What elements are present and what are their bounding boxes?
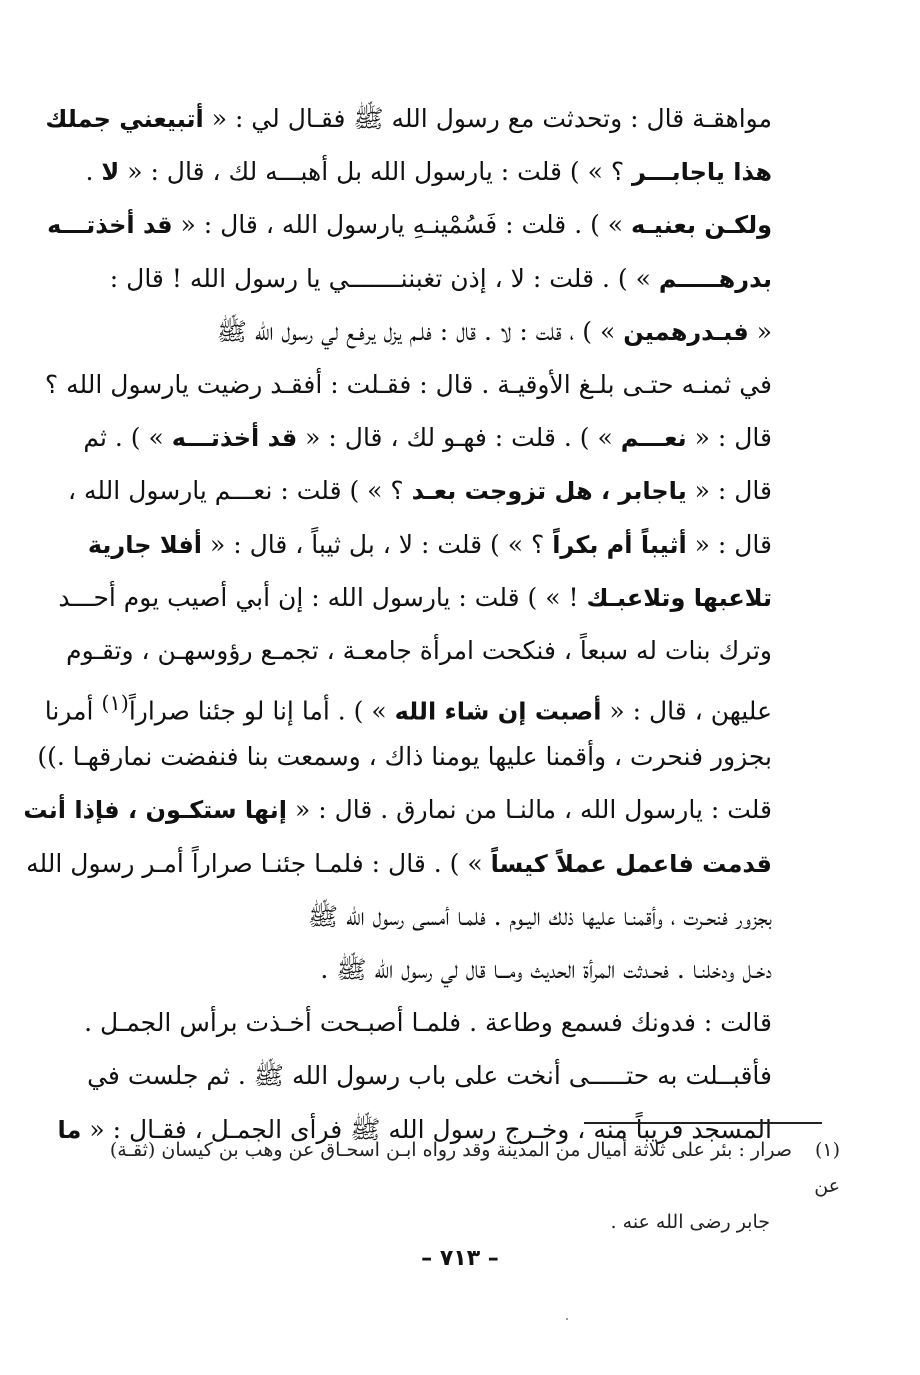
text-line: تلاعبها وتلاعبـك ! » ) قلت : يارسول الله : إن أبي أصيب يوم أحـــد: [58, 582, 772, 612]
text-line: « فبـدرهمين » ) ، قلت : لا . قال : فلـم يزل يرفـع لي رسول الله ﷺ: [216, 316, 772, 346]
text-line: بجزور فنحـرت ، وأقمنـا عليها ذلك اليـوم . فلمـا أمسى رسول الله ﷺ: [307, 901, 772, 931]
text-line: في ثمنـه حتـى بلـغ الأوقيـة . قال : فقـلت : أفقـد رضيت يارسول الله ؟: [44, 369, 772, 399]
text-line: قال : « أثيباً أم بكراً ؟ » ) قلت : لا ، بل ثيباً ، قال : « أفلا جارية: [87, 529, 772, 559]
footnote-text: صرار : بئر على ثلاثة أميال من المدينة وقد رواه ابـن اسحـاق عن وهب بن كيسان (ثقـة) عن: [109, 1139, 840, 1197]
text-line: قالت : فدونك فسمع وطاعة . فلمـا أصبـحت أخـذت برأس الجمـل .: [84, 1008, 772, 1038]
text-line: ولكـن بعنيـه » ) . قلت : فَسُمْينـهِ يارسول الله ، قال : « قد أخذتـــه: [47, 210, 772, 240]
footnote-line-1: [80, 1132, 840, 1204]
scan-speck: [566, 1318, 568, 1320]
footnote: [80, 1132, 840, 1240]
text-line: قلت : يارسول الله ، مالنـا من نمارق . قال : « إنها ستكـون ، فإذا أنت: [23, 795, 772, 825]
text-line: بدرهـــــم » ) . قلت : لا ، إذن تغبننـــــــي يا رسول الله ! قال :: [109, 263, 772, 293]
text-line: قال : « نعـــم » ) . قلت : فهـو لك ، قال : « قد أخذتـــه » ) . ثم: [83, 423, 772, 453]
text-line: مواهقـة قال : وتحدثت مع رسول الله ﷺ فقـال لي : « أتبيعني جملك: [45, 104, 772, 133]
text-line: قدمت فاعمل عملاً كيساً » ) . قال : فلمـا جئنـا صراراً أمـر رسول الله: [26, 848, 772, 878]
text-line: المسجد قريباً منه ، وخـرج رسول الله ﷺ فرأى الجمـل ، فقـال : « ما: [57, 1114, 772, 1144]
main-text-block: [23, 92, 772, 1156]
text-line: هذا ياجابـــر ؟ » ) قلت : يارسول الله بل أهبـــه لك ، قال : « لا .: [85, 157, 772, 187]
footnote-separator: [584, 1122, 822, 1124]
text-line: بجزور فنحرت ، وأقمنا عليها يومنا ذاك ، وسمعت بنا فنفضت نمارقهـا .)): [37, 742, 772, 772]
text-line: عليهن ، قال : « أصبت إن شاء الله » ) . أما إنا لو جئنا صراراً$^{(١)}$ أمرنا: [44, 691, 772, 726]
footnote-marker: (١): [814, 1139, 840, 1161]
text-line: فأقبــلت به حتـــــى أنخت على باب رسول الله ﷺ . ثم جلست في: [87, 1061, 772, 1091]
text-line: دخـل ودخلنـا . فحـدثت المرأة الحديث ومـــا قال لي رسول الله ﷺ .: [320, 955, 772, 984]
footnote-line-2: جابر رضى الله عنه .: [610, 1211, 770, 1233]
text-line: قال : « ياجابر ، هل تزوجت بعـد ؟ » ) قلت : نعـــم يارسول الله ،: [67, 476, 772, 506]
page-number: – ٧١٣ –: [421, 1246, 499, 1271]
text-line: وترك بنات له سبعاً ، فنكحت امرأة جامعـة ، تجمـع رؤوسهـن ، وتقـوم: [66, 635, 772, 665]
